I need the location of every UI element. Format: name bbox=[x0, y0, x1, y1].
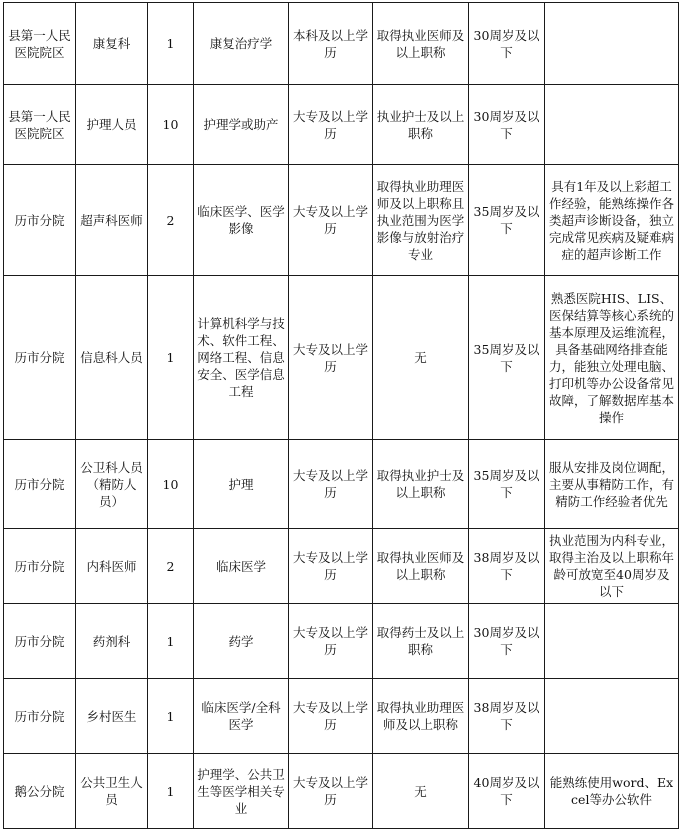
education-cell: 大专及以上学历 bbox=[289, 165, 373, 276]
qualification-cell: 取得执业医师及以上职称 bbox=[373, 3, 469, 85]
note-cell bbox=[545, 85, 679, 165]
count-cell: 1 bbox=[148, 679, 194, 754]
qualification-cell: 取得执业助理医师及以上职称且执业范围为医学影像与放射治疗专业 bbox=[373, 165, 469, 276]
position-cell: 护理人员 bbox=[76, 85, 148, 165]
note-cell bbox=[545, 3, 679, 85]
age-cell: 30周岁及以下 bbox=[469, 85, 545, 165]
unit-cell: 历市分院 bbox=[4, 604, 76, 679]
age-cell: 35周岁及以下 bbox=[469, 276, 545, 440]
major-cell: 康复治疗学 bbox=[194, 3, 289, 85]
table-row bbox=[4, 276, 679, 440]
table-row bbox=[4, 754, 679, 829]
unit-cell: 历市分院 bbox=[4, 276, 76, 440]
position-cell: 信息科人员 bbox=[76, 276, 148, 440]
qualification-cell: 取得药士及以上职称 bbox=[373, 604, 469, 679]
qualification-cell: 取得执业护士及以上职称 bbox=[373, 440, 469, 529]
unit-cell: 历市分院 bbox=[4, 679, 76, 754]
position-cell: 药剂科 bbox=[76, 604, 148, 679]
major-cell: 护理学、公共卫生等医学相关专业 bbox=[194, 754, 289, 829]
count-cell: 1 bbox=[148, 3, 194, 85]
unit-cell: 历市分院 bbox=[4, 529, 76, 604]
education-cell: 本科及以上学历 bbox=[289, 3, 373, 85]
position-cell: 公卫科人员（精防人员） bbox=[76, 440, 148, 529]
unit-cell: 县第一人民医院院区 bbox=[4, 3, 76, 85]
age-cell: 35周岁及以下 bbox=[469, 440, 545, 529]
count-cell: 1 bbox=[148, 754, 194, 829]
position-cell: 康复科 bbox=[76, 3, 148, 85]
table-row bbox=[4, 440, 679, 529]
qualification-cell: 取得执业医师及以上职称 bbox=[373, 529, 469, 604]
qualification-cell: 执业护士及以上职称 bbox=[373, 85, 469, 165]
note-cell: 熟悉医院HIS、LIS、医保结算等核心系统的基本原理及运维流程，具备基础网络排查能力，能独立处理电脑、打印机等办公设备常见故障，了解数据库基本操作 bbox=[545, 276, 679, 440]
position-cell: 乡村医生 bbox=[76, 679, 148, 754]
table-row bbox=[4, 529, 679, 604]
table-row bbox=[4, 604, 679, 679]
major-cell: 临床医学 bbox=[194, 529, 289, 604]
note-cell: 服从安排及岗位调配，主要从事精防工作，有精防工作经验者优先 bbox=[545, 440, 679, 529]
education-cell: 大专及以上学历 bbox=[289, 604, 373, 679]
education-cell: 大专及以上学历 bbox=[289, 754, 373, 829]
qualification-cell: 取得执业助理医师及以上职称 bbox=[373, 679, 469, 754]
age-cell: 30周岁及以下 bbox=[469, 604, 545, 679]
count-cell: 1 bbox=[148, 604, 194, 679]
major-cell: 药学 bbox=[194, 604, 289, 679]
major-cell: 临床医学/全科医学 bbox=[194, 679, 289, 754]
major-cell: 临床医学、医学影像 bbox=[194, 165, 289, 276]
note-cell: 执业范围为内科专业，取得主治及以上职称年龄可放宽至40周岁及以下 bbox=[545, 529, 679, 604]
education-cell: 大专及以上学历 bbox=[289, 679, 373, 754]
major-cell: 护理 bbox=[194, 440, 289, 529]
unit-cell: 历市分院 bbox=[4, 440, 76, 529]
unit-cell: 县第一人民医院院区 bbox=[4, 85, 76, 165]
count-cell: 2 bbox=[148, 529, 194, 604]
position-cell: 内科医师 bbox=[76, 529, 148, 604]
unit-cell: 历市分院 bbox=[4, 165, 76, 276]
age-cell: 35周岁及以下 bbox=[469, 165, 545, 276]
major-cell: 护理学或助产 bbox=[194, 85, 289, 165]
count-cell: 10 bbox=[148, 85, 194, 165]
count-cell: 1 bbox=[148, 276, 194, 440]
education-cell: 大专及以上学历 bbox=[289, 85, 373, 165]
education-cell: 大专及以上学历 bbox=[289, 529, 373, 604]
position-cell: 超声科医师 bbox=[76, 165, 148, 276]
table-row bbox=[4, 165, 679, 276]
major-cell: 计算机科学与技术、软件工程、网络工程、信息安全、医学信息工程 bbox=[194, 276, 289, 440]
table-row bbox=[4, 85, 679, 165]
education-cell: 大专及以上学历 bbox=[289, 276, 373, 440]
qualification-cell: 无 bbox=[373, 276, 469, 440]
note-cell bbox=[545, 679, 679, 754]
table-row bbox=[4, 3, 679, 85]
recruitment-table bbox=[3, 2, 679, 829]
age-cell: 40周岁及以下 bbox=[469, 754, 545, 829]
education-cell: 大专及以上学历 bbox=[289, 440, 373, 529]
note-cell: 具有1年及以上彩超工作经验，能熟练操作各类超声诊断设备，独立完成常见疾病及疑难病症的超声诊断工作 bbox=[545, 165, 679, 276]
count-cell: 10 bbox=[148, 440, 194, 529]
age-cell: 30周岁及以下 bbox=[469, 3, 545, 85]
qualification-cell: 无 bbox=[373, 754, 469, 829]
age-cell: 38周岁及以下 bbox=[469, 529, 545, 604]
count-cell: 2 bbox=[148, 165, 194, 276]
note-cell: 能熟练使用word、Excel等办公软件 bbox=[545, 754, 679, 829]
age-cell: 38周岁及以下 bbox=[469, 679, 545, 754]
position-cell: 公共卫生人员 bbox=[76, 754, 148, 829]
table-row bbox=[4, 679, 679, 754]
table-body bbox=[4, 3, 679, 829]
unit-cell: 鹅公分院 bbox=[4, 754, 76, 829]
note-cell bbox=[545, 604, 679, 679]
